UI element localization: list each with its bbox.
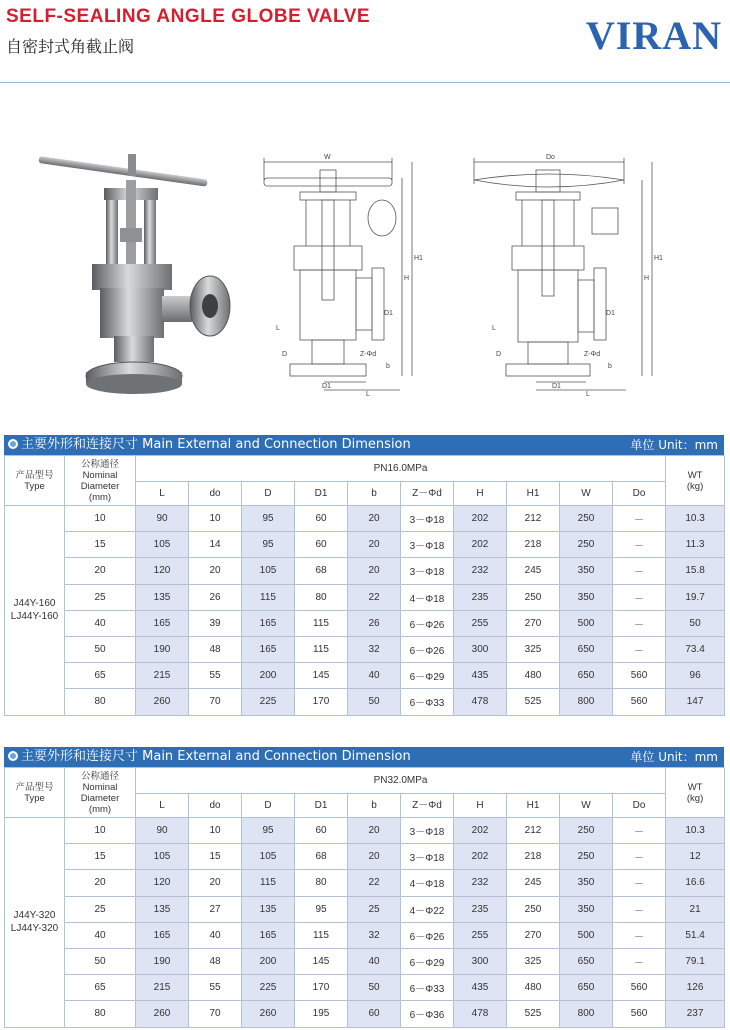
table-cell: 165 (136, 922, 189, 948)
table-cell: 48 (189, 948, 242, 974)
table-cell: 48 (189, 636, 242, 662)
column-header: b (348, 482, 401, 506)
table-cell: 560 (613, 1001, 666, 1027)
label-z: Z-Φd (360, 351, 377, 358)
table-cell: 65 (65, 663, 136, 689)
table-cell: 120 (136, 870, 189, 896)
table-cell: 22 (348, 584, 401, 610)
column-header: L (136, 794, 189, 818)
column-header: D (242, 794, 295, 818)
table-cell: 19.7 (666, 584, 725, 610)
table-row (5, 689, 725, 715)
table-cell: 3－Φ18 (401, 558, 454, 584)
column-header: L (136, 482, 189, 506)
table-cell: 147 (666, 689, 725, 715)
table-cell: 60 (295, 532, 348, 558)
column-header: D (242, 482, 295, 506)
table-cell: 6－Φ33 (401, 975, 454, 1001)
label-b-2: b (608, 363, 612, 370)
table-cell: 480 (507, 975, 560, 1001)
header-divider (0, 82, 730, 83)
table-cell: 480 (507, 663, 560, 689)
table-cell: 255 (454, 610, 507, 636)
table-cell: 300 (454, 636, 507, 662)
label-d1-2: D1 (606, 310, 615, 317)
header-weight: WT (kg) (666, 768, 725, 818)
table-cell: 500 (560, 610, 613, 636)
table-cell: 40 (348, 948, 401, 974)
table-cell: 39 (189, 610, 242, 636)
dimension-table (4, 455, 725, 716)
table-cell: 32 (348, 922, 401, 948)
table-cell: 260 (136, 689, 189, 715)
dimension-table-pn32 (4, 747, 724, 1028)
table-cell: 500 (560, 922, 613, 948)
table-cell: 16.6 (666, 870, 725, 896)
table-cell: 202 (454, 532, 507, 558)
table-cell: 79.1 (666, 948, 725, 974)
table-cell: 650 (560, 948, 613, 974)
table-cell: 3－Φ18 (401, 844, 454, 870)
label-do: Do (546, 154, 555, 161)
table-row (5, 948, 725, 974)
label-h1: H1 (414, 255, 423, 262)
table-cell: 95 (242, 506, 295, 532)
table-cell: 165 (242, 636, 295, 662)
table-cell: 218 (507, 532, 560, 558)
bullet-icon (8, 751, 18, 761)
table-cell: 50 (65, 636, 136, 662)
table-cell: 120 (136, 558, 189, 584)
table-cell: 800 (560, 1001, 613, 1027)
table-cell: 250 (560, 844, 613, 870)
table-cell: 15.8 (666, 558, 725, 584)
table-cell: 21 (666, 896, 725, 922)
table-cell: 15 (189, 844, 242, 870)
table-cell: 4－Φ18 (401, 870, 454, 896)
table-cell: 60 (295, 818, 348, 844)
table-cell: 10 (65, 818, 136, 844)
table-cell: 55 (189, 663, 242, 689)
table-cell: 95 (295, 896, 348, 922)
section-header (4, 435, 724, 455)
table-row (5, 584, 725, 610)
table-cell: 60 (295, 506, 348, 532)
table-cell: － (613, 844, 666, 870)
column-header: D1 (295, 482, 348, 506)
table-cell: 20 (348, 818, 401, 844)
unit-label: 单位 Unit：mm (630, 438, 718, 452)
table-cell: 11.3 (666, 532, 725, 558)
table-cell: 20 (348, 558, 401, 584)
table-cell: 6－Φ29 (401, 663, 454, 689)
table-cell: 68 (295, 844, 348, 870)
table-cell: 50 (348, 975, 401, 1001)
table-cell: 215 (136, 975, 189, 1001)
table-cell: 105 (136, 532, 189, 558)
label-l-side: L (276, 325, 280, 332)
table-cell: 270 (507, 922, 560, 948)
table-cell: 40 (348, 663, 401, 689)
label-w: W (324, 154, 331, 161)
table-cell: 350 (560, 870, 613, 896)
table-cell: 60 (348, 1001, 401, 1027)
table-cell: 250 (560, 818, 613, 844)
table-cell: 200 (242, 663, 295, 689)
table-cell: 235 (454, 584, 507, 610)
table-cell: 12 (666, 844, 725, 870)
table-cell: 145 (295, 948, 348, 974)
table-cell: 435 (454, 975, 507, 1001)
column-header: Z－Φd (401, 794, 454, 818)
column-header: Do (613, 482, 666, 506)
table-cell: 105 (242, 844, 295, 870)
table-cell: 478 (454, 689, 507, 715)
column-header: W (560, 482, 613, 506)
valve-drawing-side (466, 150, 666, 400)
table-cell: 350 (560, 896, 613, 922)
table-cell: 22 (348, 870, 401, 896)
label-h: H (404, 275, 410, 282)
table-cell: 20 (348, 532, 401, 558)
header-nominal-diameter: 公称通径 Nominal Diameter (mm) (65, 456, 136, 506)
table-row (5, 922, 725, 948)
table-cell: 245 (507, 870, 560, 896)
table-cell: － (613, 610, 666, 636)
table-cell: 73.4 (666, 636, 725, 662)
table-cell: 70 (189, 1001, 242, 1027)
table-cell: 6－Φ26 (401, 610, 454, 636)
table-cell: 105 (242, 558, 295, 584)
table-cell: 40 (65, 610, 136, 636)
table-cell: 235 (454, 896, 507, 922)
table-cell: 65 (65, 975, 136, 1001)
page-subtitle: 自密封式角截止阀 (6, 37, 135, 56)
table-cell: 20 (189, 558, 242, 584)
table-cell: 10 (189, 506, 242, 532)
table-cell: 68 (295, 558, 348, 584)
label-d1-bottom: D1 (322, 383, 331, 390)
table-cell: 95 (242, 818, 295, 844)
table-cell: 15 (65, 532, 136, 558)
table-cell: 237 (666, 1001, 725, 1027)
table-row (5, 975, 725, 1001)
column-header: H1 (507, 794, 560, 818)
column-header: do (189, 482, 242, 506)
page-title: SELF-SEALING ANGLE GLOBE VALVE (6, 6, 371, 27)
column-header: Do (613, 794, 666, 818)
column-header: do (189, 794, 242, 818)
table-cell: 25 (348, 896, 401, 922)
table-cell: － (613, 896, 666, 922)
table-cell: 3－Φ18 (401, 532, 454, 558)
table-cell: － (613, 870, 666, 896)
dimension-table-pn16 (4, 435, 724, 716)
table-cell: 6－Φ26 (401, 922, 454, 948)
header-pressure: PN32.0MPa (136, 768, 666, 794)
table-cell: 250 (507, 896, 560, 922)
table-cell: 200 (242, 948, 295, 974)
table-cell: 115 (295, 922, 348, 948)
table-cell: － (613, 636, 666, 662)
table-cell: 170 (295, 689, 348, 715)
table-cell: 232 (454, 558, 507, 584)
table-cell: 10.3 (666, 506, 725, 532)
table-cell: － (613, 506, 666, 532)
column-header: D1 (295, 794, 348, 818)
table-cell: 560 (613, 975, 666, 1001)
label-l: L (366, 391, 370, 398)
table-cell: 14 (189, 532, 242, 558)
table-cell: 25 (65, 896, 136, 922)
table-cell: 350 (560, 558, 613, 584)
table-cell: 20 (348, 506, 401, 532)
type-cell: J44Y-160 LJ44Y-160 (5, 506, 65, 716)
valve-drawing-front (262, 150, 422, 400)
table-cell: 115 (295, 610, 348, 636)
unit-label: 单位 Unit：mm (630, 750, 718, 764)
table-cell: 3－Φ18 (401, 818, 454, 844)
table-row (5, 818, 725, 844)
table-cell: 560 (613, 663, 666, 689)
table-cell: 51.4 (666, 922, 725, 948)
table-cell: 245 (507, 558, 560, 584)
header-pressure: PN16.0MPa (136, 456, 666, 482)
table-cell: 650 (560, 636, 613, 662)
table-cell: 4－Φ22 (401, 896, 454, 922)
table-cell: 80 (65, 689, 136, 715)
table-row (5, 636, 725, 662)
table-cell: 202 (454, 818, 507, 844)
table-row (5, 610, 725, 636)
table-cell: 300 (454, 948, 507, 974)
table-cell: 3－Φ18 (401, 506, 454, 532)
table-cell: 195 (295, 1001, 348, 1027)
table-cell: 6－Φ26 (401, 636, 454, 662)
table-cell: 10 (189, 818, 242, 844)
table-cell: 650 (560, 663, 613, 689)
label-d: D (282, 351, 288, 358)
table-row (5, 663, 725, 689)
table-cell: 270 (507, 610, 560, 636)
table-cell: 115 (242, 584, 295, 610)
table-cell: 525 (507, 689, 560, 715)
table-row (5, 844, 725, 870)
table-cell: 10 (65, 506, 136, 532)
table-cell: 80 (65, 1001, 136, 1027)
table-cell: 6－Φ29 (401, 948, 454, 974)
table-cell: 435 (454, 663, 507, 689)
table-cell: 135 (242, 896, 295, 922)
column-header: H1 (507, 482, 560, 506)
table-cell: 15 (65, 844, 136, 870)
table-cell: 190 (136, 948, 189, 974)
table-cell: 165 (136, 610, 189, 636)
table-cell: 232 (454, 870, 507, 896)
table-cell: 90 (136, 506, 189, 532)
table-cell: 40 (65, 922, 136, 948)
table-cell: 525 (507, 1001, 560, 1027)
table-cell: － (613, 532, 666, 558)
table-cell: 4－Φ18 (401, 584, 454, 610)
table-cell: 26 (348, 610, 401, 636)
table-cell: － (613, 922, 666, 948)
table-cell: 50 (348, 689, 401, 715)
table-cell: 250 (560, 506, 613, 532)
header-nominal-diameter: 公称通径 Nominal Diameter (mm) (65, 768, 136, 818)
column-header: Z－Φd (401, 482, 454, 506)
table-cell: 250 (507, 584, 560, 610)
table-cell: 135 (136, 584, 189, 610)
table-cell: 27 (189, 896, 242, 922)
table-cell: － (613, 948, 666, 974)
table-cell: 202 (454, 506, 507, 532)
table-cell: 250 (560, 532, 613, 558)
label-d-2: D (496, 351, 502, 358)
section-title: 主要外形和连接尺寸 Main External and Connection Dimension (21, 749, 411, 764)
table-cell: 20 (65, 870, 136, 896)
table-cell: 80 (295, 584, 348, 610)
table-cell: 40 (189, 922, 242, 948)
table-cell: 215 (136, 663, 189, 689)
table-cell: 212 (507, 818, 560, 844)
table-cell: 50 (65, 948, 136, 974)
table-row (5, 558, 725, 584)
table-cell: 212 (507, 506, 560, 532)
table-cell: 260 (242, 1001, 295, 1027)
table-cell: 800 (560, 689, 613, 715)
column-header: H (454, 794, 507, 818)
table-cell: 50 (666, 610, 725, 636)
table-cell: 225 (242, 689, 295, 715)
table-cell: － (613, 818, 666, 844)
dimension-table (4, 767, 725, 1028)
label-l-side-2: L (492, 325, 496, 332)
table-cell: 90 (136, 818, 189, 844)
table-cell: 115 (295, 636, 348, 662)
table-cell: 95 (242, 532, 295, 558)
table-row (5, 896, 725, 922)
label-d1-bottom-2: D1 (552, 383, 561, 390)
table-cell: 260 (136, 1001, 189, 1027)
header-weight: WT (kg) (666, 456, 725, 506)
table-cell: 135 (136, 896, 189, 922)
label-z-2: Z-Φd (584, 351, 601, 358)
table-cell: 70 (189, 689, 242, 715)
table-cell: 255 (454, 922, 507, 948)
table-cell: 218 (507, 844, 560, 870)
label-d1: D1 (384, 310, 393, 317)
table-cell: 202 (454, 844, 507, 870)
column-header: b (348, 794, 401, 818)
table-cell: 190 (136, 636, 189, 662)
header-type: 产品型号 Type (5, 768, 65, 818)
table-cell: 325 (507, 948, 560, 974)
label-b: b (386, 363, 390, 370)
table-cell: 6－Φ36 (401, 1001, 454, 1027)
table-cell: 115 (242, 870, 295, 896)
table-cell: 20 (189, 870, 242, 896)
table-cell: 105 (136, 844, 189, 870)
valve-photo (34, 150, 230, 400)
table-cell: 165 (242, 610, 295, 636)
table-cell: 10.3 (666, 818, 725, 844)
table-cell: 96 (666, 663, 725, 689)
table-cell: 6－Φ33 (401, 689, 454, 715)
table-cell: 650 (560, 975, 613, 1001)
table-cell: 20 (348, 844, 401, 870)
table-cell: 126 (666, 975, 725, 1001)
table-cell: 165 (242, 922, 295, 948)
table-cell: 325 (507, 636, 560, 662)
table-cell: 145 (295, 663, 348, 689)
table-cell: 25 (65, 584, 136, 610)
header-type: 产品型号 Type (5, 456, 65, 506)
table-cell: 225 (242, 975, 295, 1001)
label-h-2: H (644, 275, 650, 282)
table-row (5, 1001, 725, 1027)
table-cell: 20 (65, 558, 136, 584)
type-cell: J44Y-320 LJ44Y-320 (5, 818, 65, 1028)
table-cell: 170 (295, 975, 348, 1001)
section-title: 主要外形和连接尺寸 Main External and Connection Dimension (21, 437, 411, 452)
label-h1-2: H1 (654, 255, 663, 262)
column-header: W (560, 794, 613, 818)
table-cell: － (613, 584, 666, 610)
table-cell: － (613, 558, 666, 584)
bullet-icon (8, 439, 18, 449)
table-cell: 350 (560, 584, 613, 610)
table-row (5, 532, 725, 558)
label-l-2: L (586, 391, 590, 398)
table-row (5, 506, 725, 532)
table-cell: 80 (295, 870, 348, 896)
column-header: H (454, 482, 507, 506)
table-row (5, 870, 725, 896)
table-cell: 560 (613, 689, 666, 715)
table-cell: 26 (189, 584, 242, 610)
table-cell: 478 (454, 1001, 507, 1027)
brand-logo: VIRAN (585, 13, 722, 58)
section-header (4, 747, 724, 767)
table-cell: 55 (189, 975, 242, 1001)
table-cell: 32 (348, 636, 401, 662)
